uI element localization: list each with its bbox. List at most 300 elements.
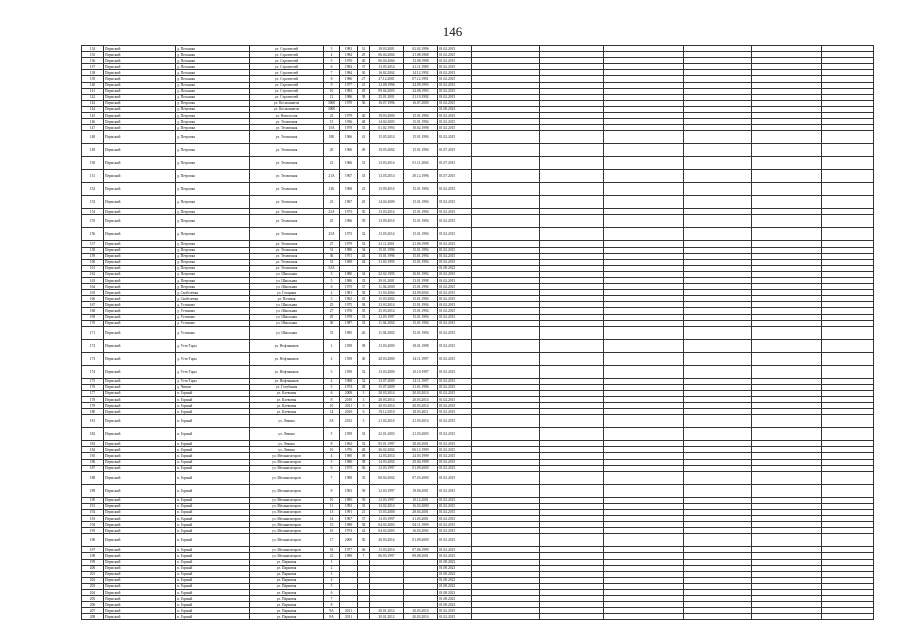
table-cell: Пермский xyxy=(104,547,176,553)
table-cell: 01.02.2015 xyxy=(438,608,472,614)
table-row xyxy=(82,352,874,365)
table-cell: п. Горный xyxy=(176,390,250,396)
table-cell: 1962 xyxy=(340,441,358,447)
table-cell: 161 xyxy=(82,265,104,271)
table-cell: 28 xyxy=(358,384,370,390)
table-cell: 139 xyxy=(82,76,104,82)
table-cell: 151 xyxy=(82,170,104,183)
table-cell: ул. Тепличная xyxy=(250,228,324,241)
table-cell: 18Б xyxy=(324,131,340,144)
table-cell: 15.01.1994 xyxy=(404,253,438,259)
table-cell: ул. Голубиная xyxy=(250,384,324,390)
table-cell: 28.04.2001 xyxy=(404,509,438,515)
table-cell: ул. Строителей xyxy=(250,64,324,70)
table-cell: ул. Тепличная xyxy=(250,209,324,215)
table-cell: п. Горный xyxy=(176,497,250,503)
table-cell: 8 xyxy=(324,484,340,497)
table-cell: 2012 xyxy=(340,415,358,428)
table-cell: 01.02.2015 xyxy=(438,503,472,509)
table-cell: 208 xyxy=(82,614,104,620)
table-cell: ул. Школьная xyxy=(250,302,324,308)
table-cell: 1977 xyxy=(340,82,358,88)
table-cell: 06.12.1999 xyxy=(404,447,438,453)
table-cell: 11.04.2002 xyxy=(370,326,404,339)
table-cell: 12.03.1997 xyxy=(370,497,404,503)
table-cell: 18.06.2001 xyxy=(404,484,438,497)
table-cell: 01.02.2015 xyxy=(438,352,472,365)
table-cell: д. Песьянка xyxy=(176,58,250,64)
table-cell: 12 xyxy=(324,94,340,100)
table-cell: 30 xyxy=(358,70,370,76)
table-cell: п. Горный xyxy=(176,409,250,415)
table-cell: ул. Тепличная xyxy=(250,183,324,196)
table-cell: Пермский xyxy=(104,52,176,58)
table-cell xyxy=(684,339,752,352)
table-cell: 15.01.1994 xyxy=(404,259,438,265)
table-cell: 178 xyxy=(82,397,104,403)
table-cell: Пермский xyxy=(104,608,176,614)
table-cell: 27 xyxy=(358,76,370,82)
table-cell: д. Петровка xyxy=(176,259,250,265)
table-cell: 29.01.2001 xyxy=(370,277,404,283)
table-cell xyxy=(472,428,540,441)
table-cell xyxy=(752,471,822,484)
table-cell: 01.02.2015 xyxy=(438,534,472,547)
table-cell: 135 xyxy=(82,52,104,58)
table-cell: 202 xyxy=(82,577,104,583)
table-cell: 45 xyxy=(358,196,370,209)
table-cell: ул. Строителей xyxy=(250,88,324,94)
table-cell: 15.01.1994 xyxy=(404,183,438,196)
table-cell: Пермский xyxy=(104,516,176,522)
table-cell: 10 xyxy=(324,403,340,409)
table-cell: 31 xyxy=(324,247,340,253)
table-cell: 197 xyxy=(82,547,104,553)
table-cell xyxy=(604,471,684,484)
table-cell: ул. Парковая xyxy=(250,608,324,614)
table-row xyxy=(82,415,874,428)
table-cell: 172 xyxy=(82,339,104,352)
table-cell: 16 xyxy=(324,528,340,534)
table-cell: Пермский xyxy=(104,415,176,428)
table-cell: д. Усть-Тары xyxy=(176,365,250,378)
table-cell: 1980 xyxy=(340,247,358,253)
table-cell xyxy=(604,144,684,157)
table-cell: п. Горный xyxy=(176,453,250,459)
table-cell: ул. Нефтяников xyxy=(250,352,324,365)
table-cell: 177 xyxy=(82,390,104,396)
table-cell: 14.04.2009 xyxy=(370,196,404,209)
table-cell: ул. Механизаторов xyxy=(250,522,324,528)
table-cell: 01.02.2015 xyxy=(438,58,472,64)
table-cell: 30.12.1996 xyxy=(404,170,438,183)
table-cell: 11.04.2000 xyxy=(370,284,404,290)
table-cell: Пермский xyxy=(104,459,176,465)
table-cell: 5 xyxy=(324,58,340,64)
table-cell: Пермский xyxy=(104,131,176,144)
table-cell: 13.03.1997 xyxy=(370,516,404,522)
table-cell: ул. Нефтяников xyxy=(250,365,324,378)
table-cell: ул. Строителей xyxy=(250,46,324,52)
table-cell: д. Устиново xyxy=(176,314,250,320)
table-cell: 25А xyxy=(324,228,340,241)
table-cell: Пермский xyxy=(104,326,176,339)
table-cell xyxy=(822,484,874,497)
table-cell: 21.02.2014 xyxy=(370,415,404,428)
table-cell: ул. Тепличная xyxy=(250,131,324,144)
table-cell: 01.02.2015 xyxy=(438,284,472,290)
table-cell: 1967 xyxy=(340,170,358,183)
table-cell: 167 xyxy=(82,302,104,308)
table-cell: 164 xyxy=(82,284,104,290)
table-cell: 2010 xyxy=(340,397,358,403)
table-cell: 1973 xyxy=(340,228,358,241)
table-cell: 4 xyxy=(324,378,340,384)
table-cell: 01.02.2015 xyxy=(438,378,472,384)
table-cell: 15.03.2002 xyxy=(370,296,404,302)
table-cell: 24.09.1993 xyxy=(404,82,438,88)
table-cell xyxy=(822,326,874,339)
table-cell: 01.02.2015 xyxy=(438,320,472,326)
table-cell: Пермский xyxy=(104,265,176,271)
table-cell: 15.01.1994 xyxy=(404,308,438,314)
table-cell: 06.04.2004 xyxy=(370,52,404,58)
table-cell: 165 xyxy=(82,290,104,296)
table-cell: 196 xyxy=(82,534,104,547)
table-cell: Пермский xyxy=(104,589,176,595)
table-cell: 179 xyxy=(82,403,104,409)
table-cell: 01.02.2015 xyxy=(438,100,472,106)
table-cell xyxy=(540,157,604,170)
table-cell xyxy=(472,614,540,620)
table-cell: 3 xyxy=(324,296,340,302)
table-cell: 207 xyxy=(82,608,104,614)
table-cell: 1986 xyxy=(340,76,358,82)
table-cell: 1968 xyxy=(340,378,358,384)
table-cell: 01.02.1993 xyxy=(370,125,404,131)
table-cell: 15.01.1994 xyxy=(404,196,438,209)
table-cell: Пермский xyxy=(104,441,176,447)
table-cell: Пермский xyxy=(104,559,176,565)
table-cell: д. Петровка xyxy=(176,144,250,157)
table-cell: 20.03.2014 xyxy=(404,397,438,403)
table-cell: п. Горный xyxy=(176,596,250,602)
table-cell: 41 xyxy=(358,131,370,144)
table-cell: 10.10.1997 xyxy=(404,365,438,378)
table-cell: 142 xyxy=(82,94,104,100)
table-cell: ул. Парковая xyxy=(250,596,324,602)
table-cell: 2008 xyxy=(340,390,358,396)
table-cell: 173 xyxy=(82,352,104,365)
table-cell: 01.09.2000 xyxy=(404,465,438,471)
table-cell: ул. Космонавтов xyxy=(250,100,324,106)
table-cell: 36 xyxy=(358,100,370,106)
table-cell: 15.09.2014 xyxy=(370,183,404,196)
table-cell: 13.05.2014 xyxy=(370,228,404,241)
table-cell: ул. Нефтяников xyxy=(250,378,324,384)
table-cell: 01.02.2015 xyxy=(438,614,472,620)
table-cell: 23 xyxy=(324,196,340,209)
table-cell xyxy=(604,614,684,620)
table-cell: 1980 xyxy=(340,459,358,465)
table-cell: 37 xyxy=(358,64,370,70)
table-cell: 6 xyxy=(324,390,340,396)
table-cell: 01.02.2015 xyxy=(438,94,472,100)
table-cell: ул. Левина xyxy=(250,441,324,447)
table-cell: ул. Тепличная xyxy=(250,196,324,209)
table-cell: 01.02.2015 xyxy=(438,314,472,320)
table-cell: 200 xyxy=(82,565,104,571)
table-cell xyxy=(752,339,822,352)
table-row xyxy=(82,215,874,228)
table-cell: 04.11.1999 xyxy=(404,522,438,528)
table-cell: 184 xyxy=(82,447,104,453)
table-cell: 13.03.2014 xyxy=(370,157,404,170)
table-cell: 11.04.2002 xyxy=(370,320,404,326)
table-cell: 38 xyxy=(358,522,370,528)
table-cell: ул. Тепличная xyxy=(250,119,324,125)
table-cell: 21 xyxy=(324,157,340,170)
table-cell: 02.02.1996 xyxy=(404,46,438,52)
table-cell: 13.07.2000 xyxy=(370,378,404,384)
table-cell: 1984 xyxy=(340,52,358,58)
table-cell: Пермский xyxy=(104,453,176,459)
table-cell: 12.08.1998 xyxy=(404,58,438,64)
table-cell: п. Горный xyxy=(176,465,250,471)
table-cell: 16.07.2000 xyxy=(404,100,438,106)
table-cell: 3 xyxy=(358,415,370,428)
table-cell: 26.02.2002 xyxy=(370,447,404,453)
table-cell: 01.02.2015 xyxy=(438,403,472,409)
table-cell: Пермский xyxy=(104,471,176,484)
table-cell: 1966 xyxy=(340,157,358,170)
table-cell xyxy=(604,365,684,378)
table-cell xyxy=(472,215,540,228)
table-cell xyxy=(684,614,752,620)
table-cell xyxy=(822,131,874,144)
table-cell: Пермский xyxy=(104,46,176,52)
table-cell: 31 xyxy=(324,326,340,339)
table-cell: 18.01.1998 xyxy=(404,339,438,352)
table-cell: 40 xyxy=(358,113,370,119)
table-cell: Пермский xyxy=(104,259,176,265)
table-cell: 33 xyxy=(358,314,370,320)
table-cell: Пермский xyxy=(104,241,176,247)
table-cell: д. Петровка xyxy=(176,119,250,125)
table-cell: ул. Механизаторов xyxy=(250,528,324,534)
table-cell: Пермский xyxy=(104,296,176,302)
table-cell: 182 xyxy=(82,428,104,441)
table-cell xyxy=(752,415,822,428)
table-cell: 1966 xyxy=(340,144,358,157)
table-cell: 10 xyxy=(324,88,340,94)
table-cell: 01.08.2023 xyxy=(438,559,472,565)
table-cell: Пермский xyxy=(104,314,176,320)
table-cell: п. Горный xyxy=(176,577,250,583)
table-cell: 1989 xyxy=(340,522,358,528)
table-cell: п. Горный xyxy=(176,459,250,465)
table-cell: 23 xyxy=(324,113,340,119)
table-cell: Пермский xyxy=(104,565,176,571)
table-cell: 5 xyxy=(324,384,340,390)
table-cell: п. Горный xyxy=(176,571,250,577)
table-cell: 7 xyxy=(324,70,340,76)
table-cell: 6 xyxy=(324,64,340,70)
table-cell: 1983 xyxy=(340,46,358,52)
table-cell: ул. Тепличная xyxy=(250,144,324,157)
table-cell: 15.01.1994 xyxy=(404,113,438,119)
table-cell: 19.12.2010 xyxy=(370,409,404,415)
table-cell xyxy=(472,365,540,378)
table-cell: 07.12.1991 xyxy=(404,76,438,82)
table-cell: 01.08.2023 xyxy=(438,565,472,571)
table-cell: 140 xyxy=(82,82,104,88)
table-cell: 3000 xyxy=(324,106,340,112)
table-row xyxy=(82,614,874,620)
table-cell: 01.02.2015 xyxy=(438,547,472,553)
table-cell: 29 xyxy=(324,314,340,320)
table-cell: 2011 xyxy=(340,403,358,409)
table-cell: Пермский xyxy=(104,602,176,608)
table-cell: 29 xyxy=(358,88,370,94)
table-row xyxy=(82,471,874,484)
table-cell: 01.02.2015 xyxy=(438,365,472,378)
table-cell: 01.02.2015 xyxy=(438,241,472,247)
table-cell: 6 xyxy=(324,589,340,595)
table-cell: 1985 xyxy=(340,497,358,503)
table-cell: 1976 xyxy=(340,447,358,453)
table-cell: 3 xyxy=(358,397,370,403)
table-cell xyxy=(822,196,874,209)
table-cell: ул. Механизаторов xyxy=(250,503,324,509)
table-cell: 3 xyxy=(324,46,340,52)
table-cell: п. Горный xyxy=(176,509,250,515)
table-cell: 15.01.1994 xyxy=(404,215,438,228)
table-cell xyxy=(472,228,540,241)
table-cell: 31 xyxy=(358,46,370,52)
table-cell: 45 xyxy=(358,296,370,302)
table-cell: 15.01.1994 xyxy=(404,302,438,308)
table-cell: 204 xyxy=(82,589,104,595)
table-cell: д. Петровка xyxy=(176,131,250,144)
table-cell: 01.02.2015 xyxy=(438,484,472,497)
table-row xyxy=(82,534,874,547)
table-cell: 7 xyxy=(358,553,370,559)
table-cell xyxy=(472,183,540,196)
table-cell xyxy=(472,352,540,365)
table-cell: 15.05.2014 xyxy=(370,131,404,144)
table-cell: ул. Строителей xyxy=(250,58,324,64)
table-cell: Пермский xyxy=(104,403,176,409)
table-cell: 1971 xyxy=(340,253,358,259)
table-cell: 169 xyxy=(82,314,104,320)
table-cell: д. Петровка xyxy=(176,271,250,277)
table-cell: ул. Клевовая xyxy=(250,397,324,403)
table-cell: ул. Парковая xyxy=(250,565,324,571)
table-cell: 1979 xyxy=(340,241,358,247)
table-cell: 14.04.2003 xyxy=(370,119,404,125)
table-cell: 16.07.1996 xyxy=(370,100,404,106)
table-cell: Пермский xyxy=(104,170,176,183)
table-cell: 13.03.2000 xyxy=(370,339,404,352)
table-cell: 01.08.2023 xyxy=(438,577,472,583)
table-cell: Пермский xyxy=(104,82,176,88)
table-cell xyxy=(822,228,874,241)
table-cell: ул. Тепличная xyxy=(250,125,324,131)
table-cell xyxy=(684,157,752,170)
table-cell: 4 xyxy=(324,52,340,58)
table-cell: Пермский xyxy=(104,196,176,209)
table-cell: 150 xyxy=(82,157,104,170)
table-cell: д. Усть-Тары xyxy=(176,352,250,365)
table-cell: Пермский xyxy=(104,384,176,390)
table-cell: 23А xyxy=(324,209,340,215)
table-cell: 20.03.2014 xyxy=(404,614,438,620)
table-cell: Пермский xyxy=(104,94,176,100)
table-cell xyxy=(684,228,752,241)
table-cell xyxy=(822,144,874,157)
table-cell: Пермский xyxy=(104,397,176,403)
table-cell: 17 xyxy=(324,534,340,547)
table-cell xyxy=(472,415,540,428)
table-cell: ул. Механизаторов xyxy=(250,497,324,503)
table-cell xyxy=(604,170,684,183)
table-cell: 1977 xyxy=(340,547,358,553)
table-cell: 46 xyxy=(358,547,370,553)
table-cell: 15 xyxy=(324,522,340,528)
table-cell: 1939 xyxy=(340,352,358,365)
table-cell: 134 xyxy=(82,46,104,52)
table-row xyxy=(82,183,874,196)
table-cell: Пермский xyxy=(104,157,176,170)
table-cell: 39 xyxy=(358,497,370,503)
table-cell: п. Горный xyxy=(176,403,250,409)
table-cell: 1984 xyxy=(340,70,358,76)
table-cell: 15А xyxy=(324,125,340,131)
table-cell: 37 xyxy=(358,516,370,522)
table-cell: Пермский xyxy=(104,88,176,94)
table-cell: 01.02.2015 xyxy=(438,119,472,125)
table-cell: 6 xyxy=(324,284,340,290)
table-cell xyxy=(472,471,540,484)
table-cell: ул. Тепличная xyxy=(250,241,324,247)
table-cell: 21.10.1992 xyxy=(404,94,438,100)
table-cell: 3 xyxy=(324,271,340,277)
table-cell xyxy=(684,170,752,183)
table-cell: Пермский xyxy=(104,302,176,308)
table-cell: 06.04.2004 xyxy=(370,58,404,64)
table-cell: п. Горный xyxy=(176,503,250,509)
table-cell: 01.02.2015 xyxy=(438,290,472,296)
table-cell: 35 xyxy=(358,308,370,314)
table-cell: ул. Школьная xyxy=(250,326,324,339)
table-cell: 33 xyxy=(358,503,370,509)
table-cell: 188 xyxy=(82,471,104,484)
table-cell: 137 xyxy=(82,64,104,70)
table-cell: д. Песьянка xyxy=(176,64,250,70)
table-cell: 21 xyxy=(358,509,370,515)
table-cell: ул. Строителей xyxy=(250,52,324,58)
table-row xyxy=(82,196,874,209)
table-cell: 20.03.2000 xyxy=(370,352,404,365)
table-cell: д. Петровка xyxy=(176,113,250,119)
table-cell xyxy=(684,326,752,339)
table-cell: 21.06.1998 xyxy=(404,241,438,247)
table-cell xyxy=(822,215,874,228)
table-cell: 38 xyxy=(358,302,370,308)
table-cell: 2 xyxy=(324,352,340,365)
table-cell: 1 xyxy=(324,339,340,352)
